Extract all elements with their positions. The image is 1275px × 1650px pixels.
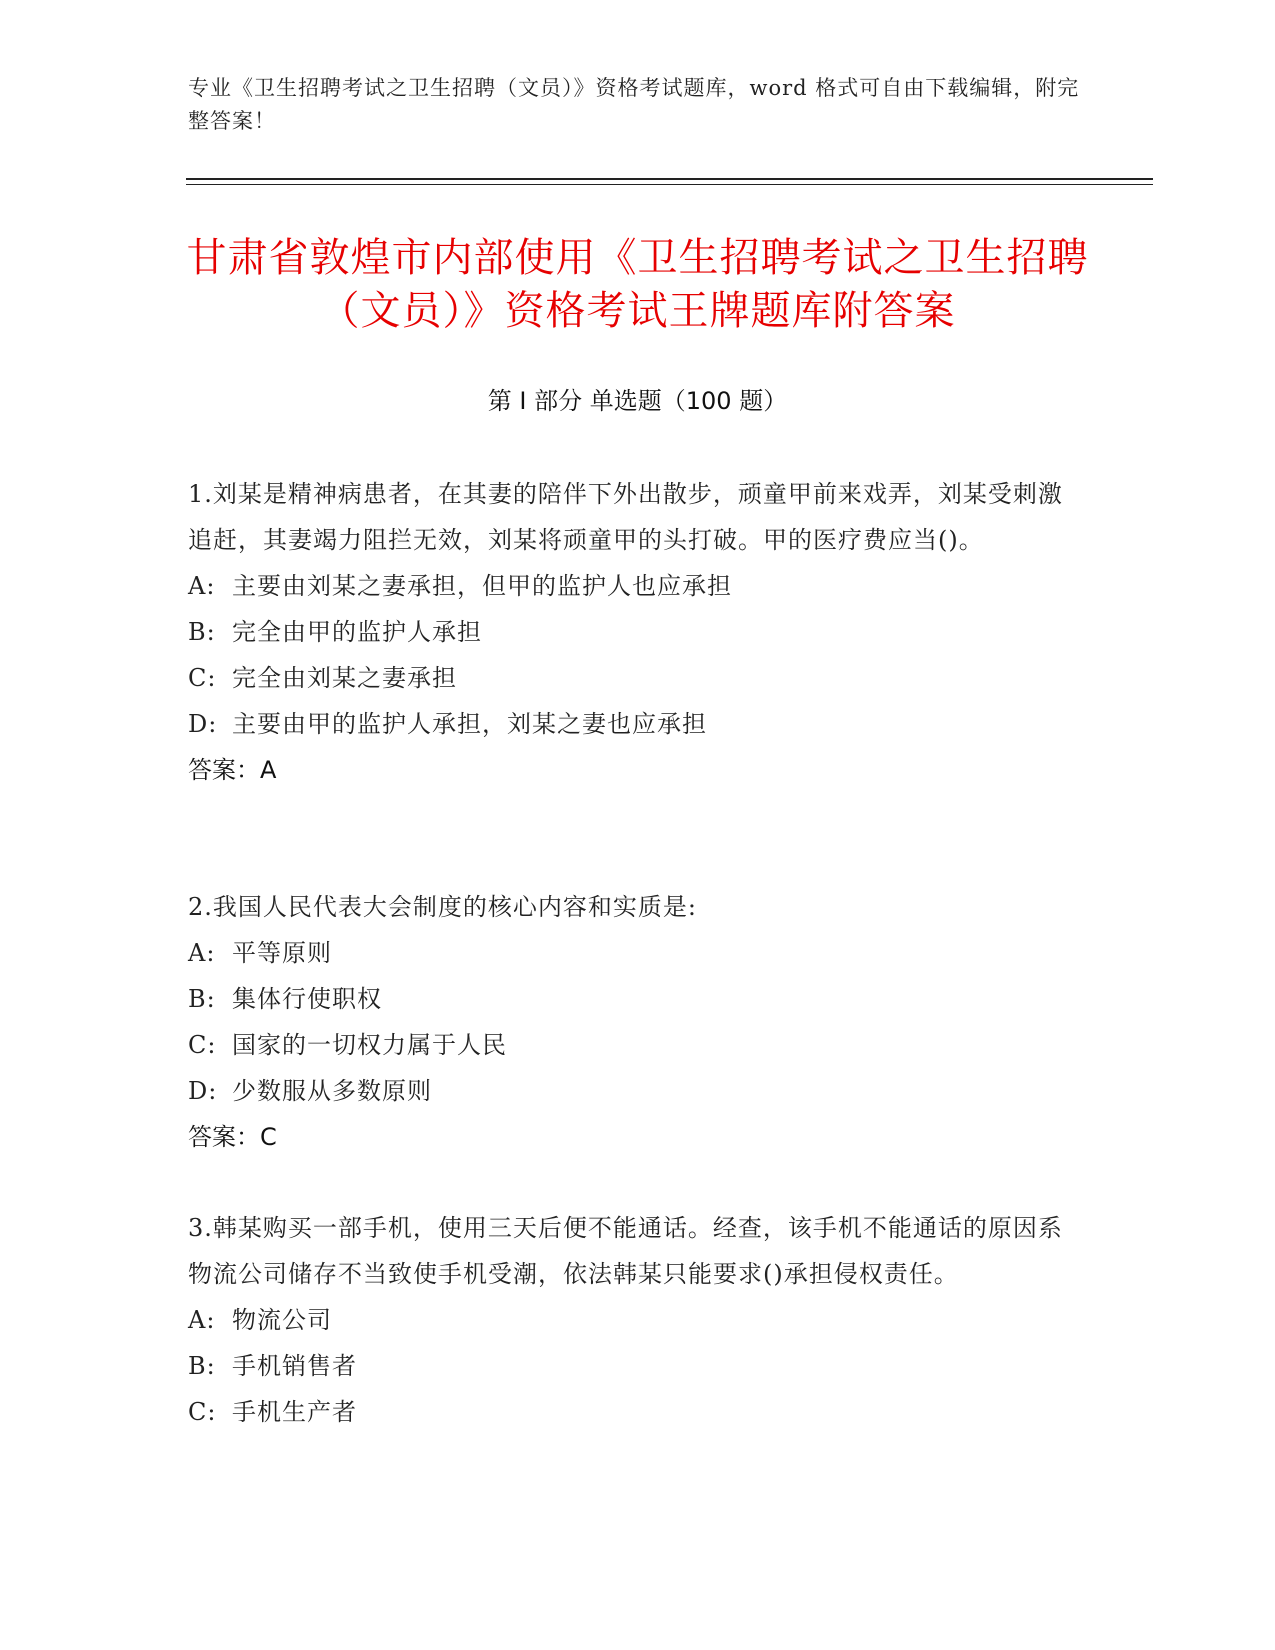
option-c <box>188 655 1068 701</box>
option-key: A: <box>188 939 216 967</box>
option-text: 少数服从多数原则 <box>232 1077 432 1105</box>
option-text: 完全由甲的监护人承担 <box>232 618 482 646</box>
option-d <box>188 701 1068 747</box>
answer-line: 答案：A <box>188 756 277 784</box>
header-divider-thin <box>186 184 1153 185</box>
option-c <box>188 1022 1068 1068</box>
option-text: 国家的一切权力属于人民 <box>232 1031 507 1059</box>
option-key: B: <box>188 618 216 646</box>
option-text: 主要由甲的监护人承担，刘某之妻也应承担 <box>232 710 707 738</box>
option-key: B: <box>188 985 216 1013</box>
option-b <box>188 976 1068 1022</box>
option-c <box>188 1389 1068 1435</box>
option-key: C: <box>188 1031 217 1059</box>
question-stem: 1.刘某是精神病患者，在其妻的陪伴下外出散步，顽童甲前来戏弄，刘某受刺激追赶，其妻竭力阻拦无效，刘某将顽童甲的头打破。甲的医疗费应当()。 <box>188 480 1063 554</box>
question-stem: 2.我国人民代表大会制度的核心内容和实质是: <box>188 893 697 921</box>
option-d <box>188 1068 1068 1114</box>
option-text: 手机生产者 <box>232 1398 357 1426</box>
option-text: 完全由刘某之妻承担 <box>232 664 457 692</box>
option-text: 手机销售者 <box>232 1352 357 1380</box>
section-heading: 第 I 部分 单选题（100 题） <box>487 387 788 415</box>
option-b <box>188 609 1068 655</box>
option-key: C: <box>188 1398 217 1426</box>
option-key: D: <box>188 1077 218 1105</box>
document-title: 甘肃省敦煌市内部使用《卫生招聘考试之卫生招聘（文员）》资格考试王牌题库附答案 <box>186 235 1089 334</box>
option-text: 物流公司 <box>232 1306 332 1334</box>
option-text: 集体行使职权 <box>232 985 382 1013</box>
option-key: B: <box>188 1352 216 1380</box>
option-text: 主要由刘某之妻承担，但甲的监护人也应承担 <box>232 572 732 600</box>
option-a <box>188 563 1068 609</box>
option-key: C: <box>188 664 217 692</box>
question-block <box>188 1205 1068 1435</box>
option-key: A: <box>188 1306 216 1334</box>
option-b <box>188 1343 1068 1389</box>
option-key: A: <box>188 572 216 600</box>
answer-line: 答案：C <box>188 1123 277 1151</box>
question-block <box>188 884 1068 1160</box>
option-text: 平等原则 <box>232 939 332 967</box>
question-stem: 3.韩某购买一部手机，使用三天后便不能通话。经查，该手机不能通话的原因系物流公司储存不当致使手机受潮，依法韩某只能要求()承担侵权责任。 <box>188 1214 1063 1288</box>
option-a <box>188 1297 1068 1343</box>
option-key: D: <box>188 710 218 738</box>
question-block <box>188 471 1068 793</box>
option-a <box>188 930 1068 976</box>
header-note: 专业《卫生招聘考试之卫生招聘（文员）》资格考试题库，word 格式可自由下载编辑，附完整答案！ <box>188 76 1080 133</box>
header-divider-thick <box>186 178 1153 180</box>
